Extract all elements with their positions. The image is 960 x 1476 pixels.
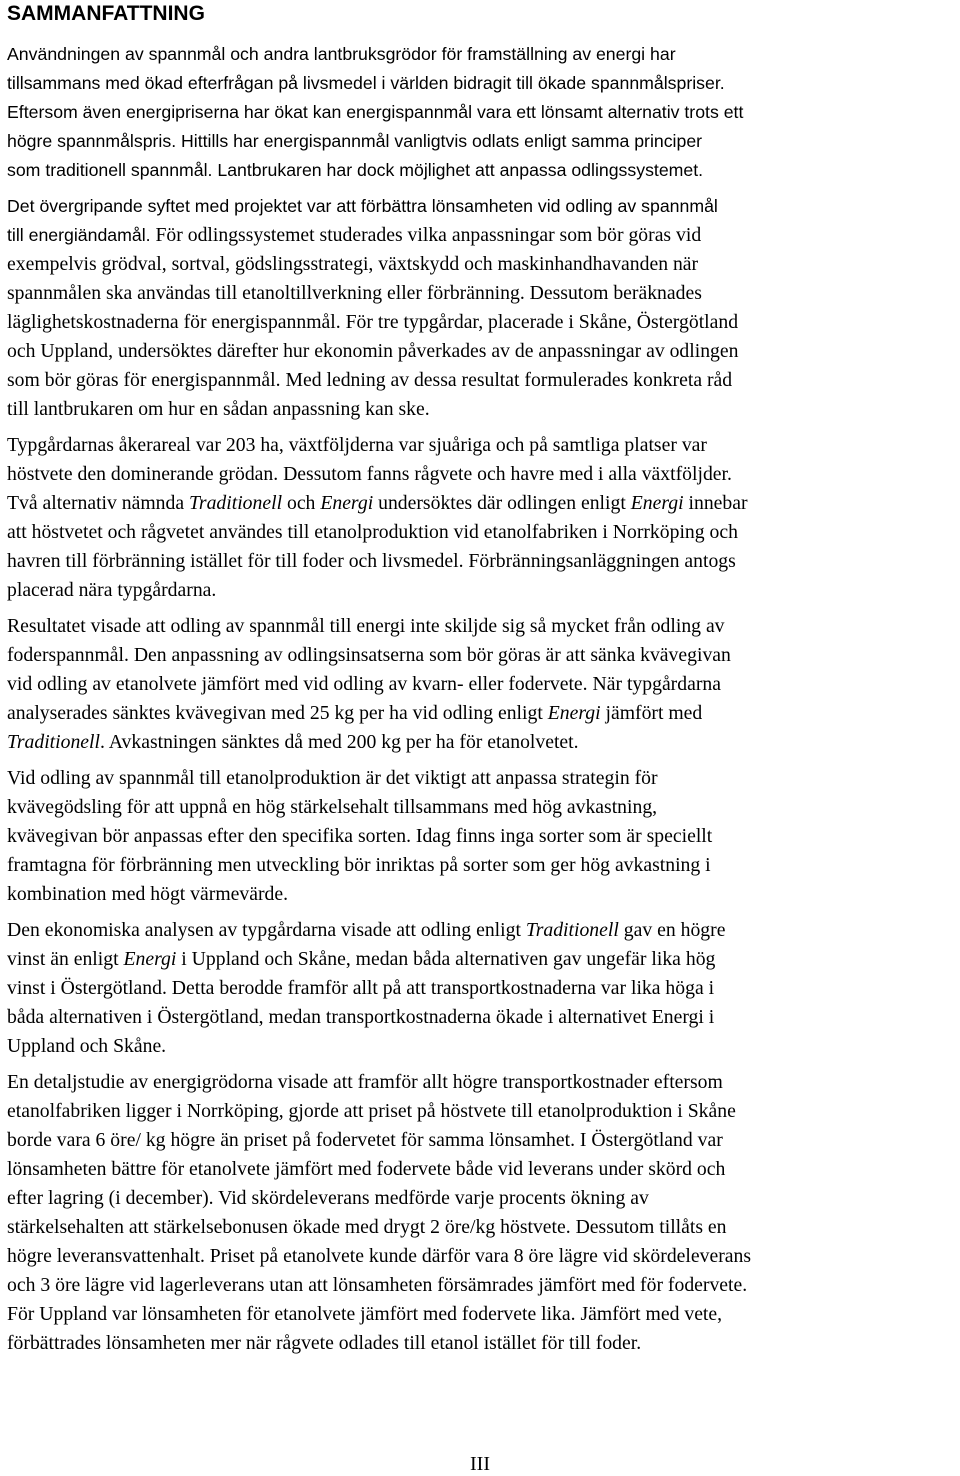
italic-term: Traditionell: [525, 919, 619, 941]
text-line: [7, 311, 738, 333]
text-line: [7, 1158, 725, 1180]
text-run: undersöktes där odlingen enligt: [373, 492, 631, 514]
italic-term: Energi: [320, 492, 374, 514]
text-run: Uppland och Skåne.: [7, 1035, 167, 1057]
text-run: och: [282, 492, 321, 514]
text-run: foderspannmål. Den anpassning av odlingsinsatserna som bör göras är att sänka kvävegivan: [7, 644, 731, 666]
section-heading: SAMMANFATTNING: [7, 2, 205, 25]
text-line: [7, 369, 732, 391]
text-run: Vid odling av spannmål till etanolproduktion är det viktigt att anpassa strategin för: [7, 767, 658, 789]
text-run: att höstvetet och rågvetet användes till etanolproduktion vid etanolfabriken i Norrköping och: [7, 521, 738, 543]
text-run: Eftersom även energipriserna har ökat kan energispannmål vara ett lönsamt alternativ trots ett: [7, 102, 744, 122]
text-line: [7, 615, 725, 637]
paragraph: [7, 612, 953, 757]
text-line: [7, 160, 703, 180]
text-run: som traditionell spannmål. Lantbrukaren har dock möjlighet att anpassa odlingssystemet.: [7, 160, 704, 180]
italic-term: Energi: [630, 492, 684, 514]
text-line: [7, 398, 430, 420]
text-run: och Uppland, undersöktes därefter hur ekonomin påverkades av de anpassningar av odlingen: [7, 340, 739, 362]
text-run: Resultatet visade att odling av spannmål till energi inte skiljde sig så mycket från odling av: [7, 615, 725, 637]
text-run: högre spannmålspris. Hittills har energispannmål vanligtvis odlats enligt samma principer: [7, 131, 703, 151]
text-run: framtagna för förbränning men utveckling bör inriktas på sorter som ger hög avkastning i: [7, 854, 711, 876]
text-run: som bör göras för energispannmål. Med ledning av dessa resultat formulerades konkreta råd: [7, 369, 733, 391]
text-run: vinst i Östergötland. Detta berodde framför allt på att transportkostnaderna var lika höga i: [7, 977, 715, 999]
text-line: [7, 644, 731, 666]
text-line: [7, 102, 743, 122]
text-line: [7, 796, 657, 818]
text-run: efter lagring (i december). Vid skördeleverans medförde varje procents ökning av: [7, 1187, 649, 1209]
text-line: [7, 131, 702, 151]
text-line: [7, 434, 707, 456]
text-run: i Uppland och Skåne, medan båda alternativen gav ungefär lika hög: [176, 948, 716, 970]
text-line: [7, 1274, 747, 1296]
text-run: gav en högre: [618, 919, 726, 941]
text-run: till energiändamål.: [7, 225, 156, 245]
italic-term: Traditionell: [7, 731, 100, 753]
paragraph: [7, 764, 953, 909]
text-line: [7, 1006, 714, 1028]
text-line: [7, 1303, 722, 1325]
text-run: kvävegödsling för att uppnå en hög stärkelsehalt tillsammans med hög avkastning,: [7, 796, 658, 818]
text-run: Den ekonomiska analysen av typgårdarna visade att odling enligt: [7, 919, 526, 941]
text-line: [7, 883, 288, 905]
italic-term: Traditionell: [189, 492, 283, 514]
text-run: förbättrades lönsamheten mer när rågvete odlades till etanol istället för till foder.: [7, 1332, 642, 1354]
text-run: placerad nära typgårdarna.: [7, 579, 217, 601]
text-line: [7, 1035, 166, 1057]
text-run: stärkelsehalten att stärkelsebonusen ökade med drygt 2 öre/kg höstvete. Dessutom tillåts en: [7, 1216, 727, 1238]
paragraph: [7, 916, 953, 1061]
text-line: [7, 1129, 723, 1151]
text-run: höstvete den dominerande grödan. Dessutom fanns rågvete och havre med i alla växtföljder.: [7, 463, 732, 485]
text-run: jämfört med: [600, 702, 703, 724]
text-run: För odlingssystemet studerades vilka anpassningar som bör göras vid: [155, 224, 702, 246]
text-run: Typgårdarnas åkerareal var 203 ha, växtföljderna var sjuåriga och på samtliga platser var: [7, 434, 707, 456]
text-run: kvävegivan bör anpassas efter den specifika sorten. Idag finns inga sorter som är speciellt: [7, 825, 713, 847]
text-line: [7, 579, 216, 601]
text-line: [7, 196, 718, 216]
text-run: För Uppland var lönsamheten för etanolvete jämfört med fodervete lika. Jämfört med vete,: [7, 1303, 723, 1325]
text-line: [7, 1332, 641, 1354]
italic-term: Energi: [123, 948, 177, 970]
text-line: [7, 225, 701, 245]
text-run: till lantbrukaren om hur en sådan anpassning kan ske.: [7, 398, 430, 420]
text-run: högre leveransvattenhalt. Priset på etanolvete kunde därför vara 8 öre lägre vid skördeleverans: [7, 1245, 751, 1267]
text-run: lönsamheten bättre för etanolvete jämfört med fodervete både vid leverans under skörd och: [7, 1158, 726, 1180]
paragraph: [7, 192, 953, 424]
text-run: analyserades sänktes kvävegivan med 25 kg per ha vid odling enligt: [7, 702, 548, 724]
text-run: vid odling av etanolvete jämfört med vid odling av kvarn- eller fodervete. När typgårdarna: [7, 673, 721, 695]
summary-body: [7, 40, 953, 1358]
text-line: [7, 1071, 723, 1093]
text-line: [7, 550, 736, 572]
text-run: kombination med högt värmevärde.: [7, 883, 289, 905]
text-run: exempelvis grödval, sortval, gödslingsstrategi, växtskydd och maskinhandhavanden när: [7, 253, 699, 275]
text-line: [7, 673, 721, 695]
text-run: En detaljstudie av energigrödorna visade att framför allt högre transportkostnader eftersom: [7, 1071, 723, 1093]
text-line: [7, 825, 712, 847]
text-run: läglighetskostnaderna för energispannmål. För tre typgårdar, placerade i Skåne, Östergötland: [7, 311, 739, 333]
text-line: [7, 767, 658, 789]
text-run: innebar: [683, 492, 748, 514]
text-run: båda alternativen i Östergötland, medan transportkostnaderna ökade i alternativet Energi i: [7, 1006, 715, 1028]
text-run: spannmålen ska användas till etanoltillverkning eller förbränning. Dessutom beräknades: [7, 282, 702, 304]
text-line: [7, 463, 732, 485]
text-line: [7, 1245, 751, 1267]
text-line: [7, 282, 702, 304]
text-line: [7, 253, 698, 275]
text-line: [7, 1216, 727, 1238]
text-run: Det övergripande syftet med projektet var att förbättra lönsamheten vid odling av spannmål: [7, 196, 718, 216]
paragraph: [7, 431, 953, 605]
text-line: [7, 702, 702, 724]
text-run: vinst än enligt: [7, 948, 124, 970]
text-run: borde vara 6 öre/ kg högre än priset på fodervetet för samma lönsamhet. I Östergötland var: [7, 1129, 723, 1151]
text-line: [7, 919, 725, 941]
text-run: och 3 öre lägre vid lagerleverans utan att lönsamheten försämrades jämfört med för fodervete.: [7, 1274, 748, 1296]
text-line: [7, 492, 748, 514]
page-number: III: [470, 1453, 490, 1475]
text-line: [7, 73, 725, 93]
paragraph: [7, 40, 953, 185]
text-line: [7, 854, 711, 876]
text-run: Två alternativ nämnda: [7, 492, 190, 514]
text-line: [7, 948, 715, 970]
text-line: [7, 340, 739, 362]
text-run: Användningen av spannmål och andra lantbruksgrödor för framställning av energi har: [7, 44, 676, 64]
text-run: etanolfabriken ligger i Norrköping, gjorde att priset på höstvete till etanolproduktion i Skåne: [7, 1100, 736, 1122]
text-line: [7, 731, 579, 753]
text-line: [7, 1187, 649, 1209]
paragraph: [7, 1068, 953, 1358]
text-run: tillsammans med ökad efterfrågan på livsmedel i världen bidragit till ökade spannmålspriser.: [7, 73, 725, 93]
italic-term: Energi: [547, 702, 601, 724]
text-run: . Avkastningen sänktes då med 200 kg per ha för etanolvetet.: [100, 731, 579, 753]
text-line: [7, 521, 738, 543]
text-run: havren till förbränning istället för till foder och livsmedel. Förbränningsanläggningen antogs: [7, 550, 736, 572]
text-line: [7, 44, 676, 64]
text-line: [7, 977, 714, 999]
text-line: [7, 1100, 736, 1122]
